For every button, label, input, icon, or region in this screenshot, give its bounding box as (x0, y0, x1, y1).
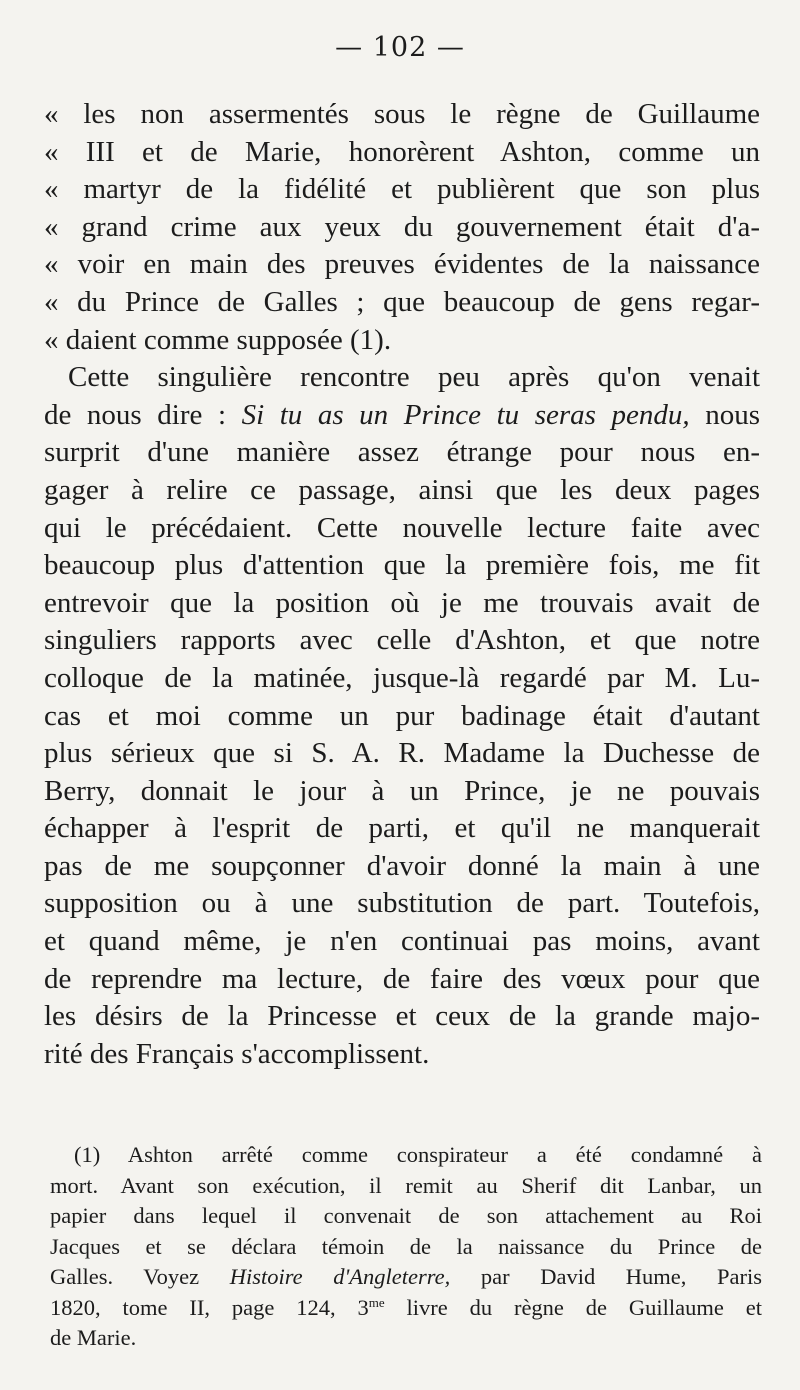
text-line: beaucoup plus d'attention que la première fois, me fit (44, 549, 760, 582)
page-number: — 102 — (335, 32, 465, 63)
main-text (44, 96, 760, 1073)
text-line: « les non assermentés sous le règne de Guillaume (44, 98, 760, 130)
text-line: entrevoir que la position où je me trouvais avait de (44, 586, 760, 619)
footnote-line: (1) Ashton arrêté comme conspirateur a été condamné à (74, 1142, 762, 1167)
text-line: « III et de Marie, honorèrent Ashton, comme un (44, 135, 760, 168)
text-line: de reprendre ma lecture, de faire des vœux pour que (44, 962, 760, 995)
text-line: « du Prince de Galles ; que beaucoup de gens regar- (44, 285, 760, 318)
text-line: singuliers rapports avec celle d'Ashton, et que notre (44, 624, 760, 657)
text-line: « grand crime aux yeux du gouvernement était d'a- (44, 210, 760, 243)
text-line: et quand même, je n'en continuai pas moins, avant (44, 925, 760, 958)
superscript: me (368, 1294, 385, 1310)
text-line: gager à relire ce passage, ainsi que les deux pages (44, 473, 760, 506)
text-fragment: par David Hume, Paris (480, 1264, 762, 1289)
text-line-mixed (44, 397, 760, 435)
text-line: les désirs de la Princesse et ceux de la grande majo- (44, 1000, 760, 1033)
text-fragment: livre du règne de Guillaume et (406, 1294, 762, 1320)
text-line: « voir en main des preuves évidentes de la naissance (44, 248, 760, 281)
text-fragment: 1820, tome II, page 124, 3 (50, 1294, 369, 1320)
italic-quote: Si tu as un Prince tu seras pendu, (241, 398, 690, 431)
text-line: supposition ou à une substitution de part. Toutefois, (44, 887, 760, 920)
text-line: qui le précédaient. Cette nouvelle lecture faite avec (44, 511, 760, 544)
text-line: surprit d'une manière assez étrange pour nous en- (44, 436, 760, 469)
text-fragment: nous (705, 398, 761, 431)
footnote-line: mort. Avant son exécution, il remit au Sherif dit Lanbar, un (50, 1172, 762, 1198)
footnote-line-mixed (50, 1293, 762, 1324)
text-line: pas de me soupçonner d'avoir donné la main à une (44, 849, 760, 882)
text-line: rité des Français s'accomplissent. (44, 1037, 430, 1070)
text-line: colloque de la matinée, jusque-là regardé par M. Lu- (44, 661, 760, 694)
text-line: cas et moi comme un pur badinage était d'autant (44, 699, 760, 732)
text-fragment: de nous dire : (44, 398, 226, 431)
footnote-line-mixed (50, 1262, 762, 1293)
italic-title: Histoire d'Angleterre, (229, 1264, 451, 1289)
text-line: échapper à l'esprit de parti, et qu'il ne manquerait (44, 812, 760, 845)
text-fragment: Galles. Voyez (50, 1264, 200, 1289)
text-line: Cette singulière rencontre peu après qu'on venait (68, 361, 760, 394)
text-line: plus sérieux que si S. A. R. Madame la Duchesse de (44, 737, 760, 770)
footnote-line: Jacques et se déclara témoin de la naissance du Prince de (50, 1233, 762, 1259)
text-line: Berry, donnait le jour à un Prince, je ne pouvais (44, 774, 760, 807)
footnote-line: de Marie. (50, 1325, 137, 1350)
text-line: « daient comme supposée (1). (44, 323, 392, 356)
text-line: « martyr de la fidélité et publièrent que son plus (44, 173, 760, 206)
footnote (50, 1140, 762, 1354)
footnote-line: papier dans lequel il convenait de son attachement au Roi (50, 1203, 762, 1228)
